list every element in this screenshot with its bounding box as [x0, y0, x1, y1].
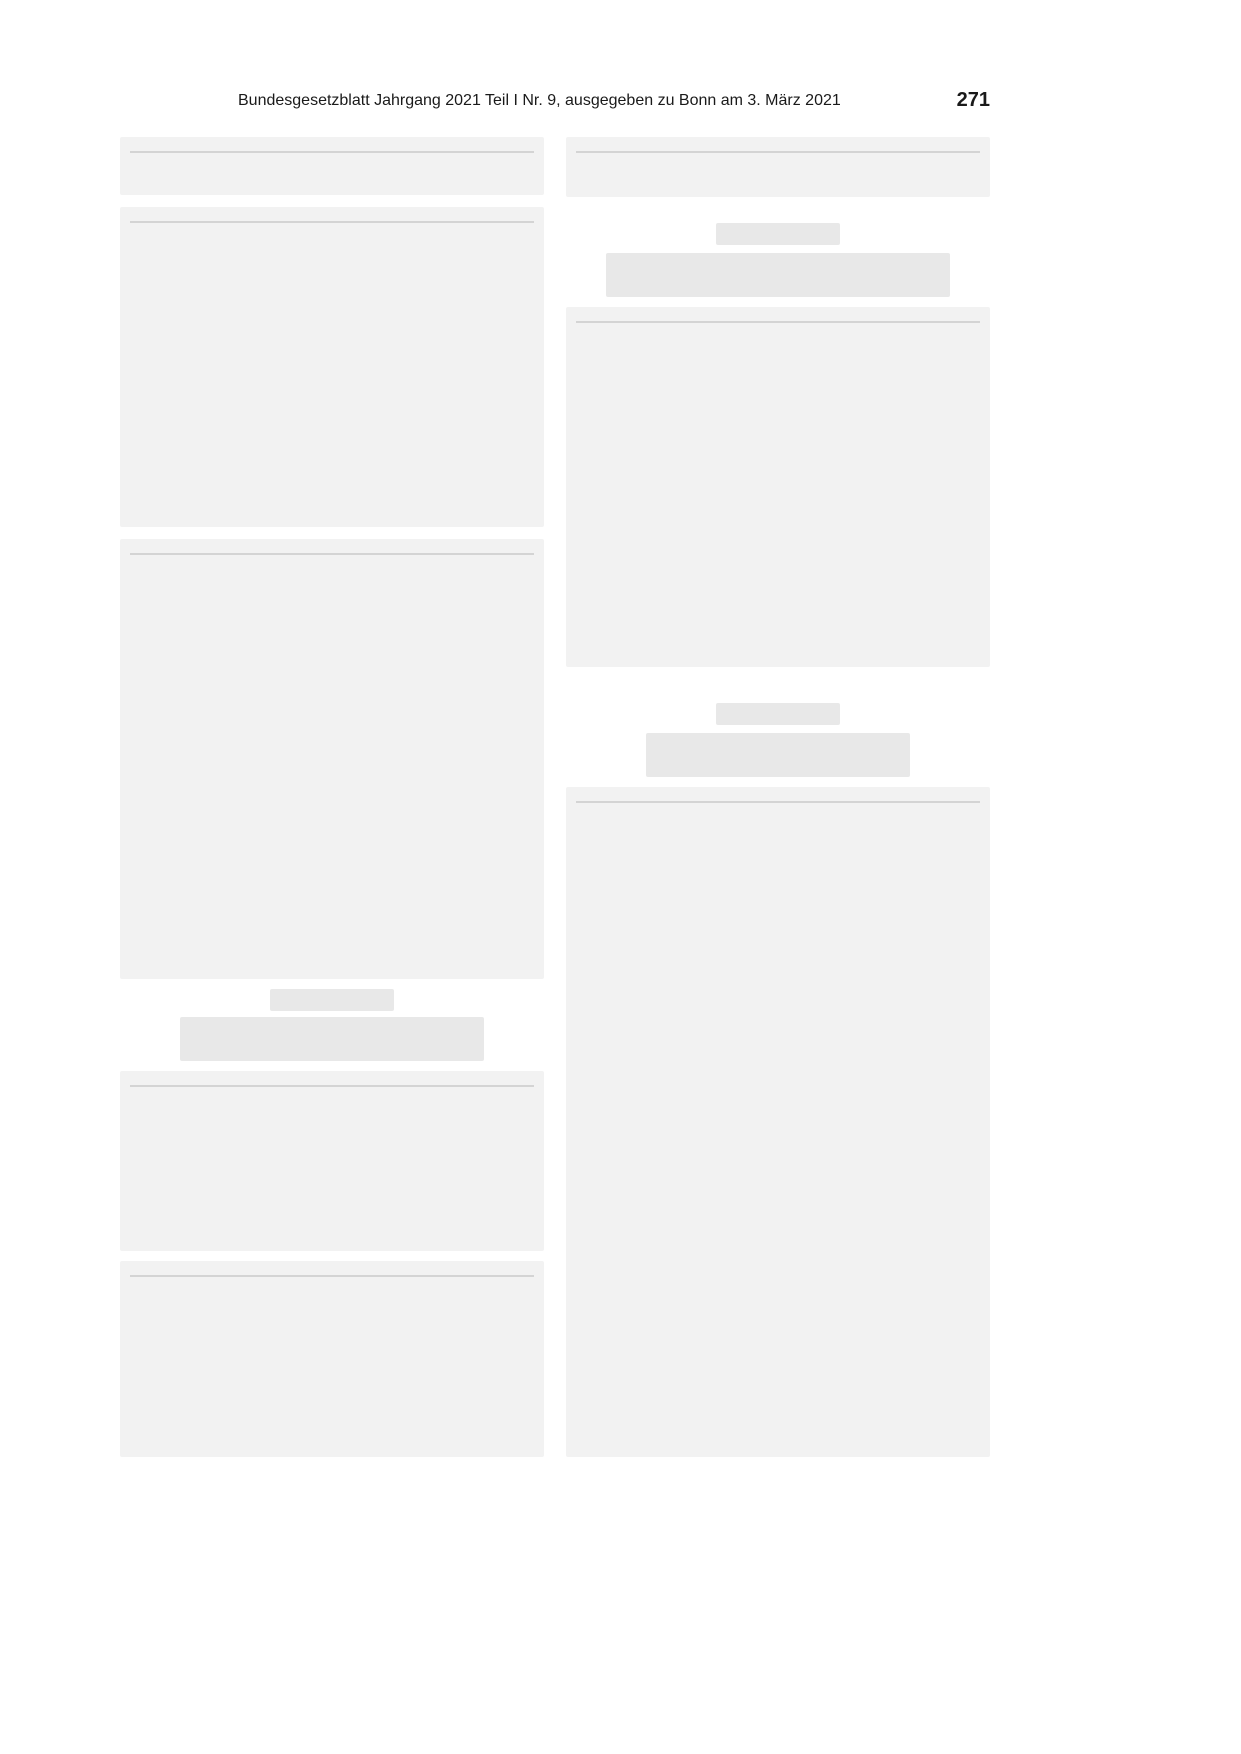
- section-title: [606, 253, 950, 297]
- text-block: [566, 787, 990, 1457]
- running-title: Bundesgesetzblatt Jahrgang 2021 Teil I Nr. 9, ausgegeben zu Bonn am 3. März 2021: [238, 92, 841, 109]
- page-number: 271: [956, 89, 990, 111]
- text-block: [120, 207, 544, 527]
- text-block: [120, 539, 544, 979]
- text-block: [120, 1071, 544, 1251]
- right-column: [566, 137, 990, 1457]
- section-title: [646, 733, 910, 777]
- section-heading: [270, 989, 394, 1011]
- text-block: [120, 1261, 544, 1457]
- section-heading: [716, 223, 840, 245]
- text-block: [566, 307, 990, 667]
- text-block: [566, 137, 990, 197]
- section-title: [180, 1017, 484, 1061]
- text-block: [120, 137, 544, 195]
- left-column: [120, 137, 544, 1457]
- running-header: [120, 89, 990, 116]
- section-heading: [716, 703, 840, 725]
